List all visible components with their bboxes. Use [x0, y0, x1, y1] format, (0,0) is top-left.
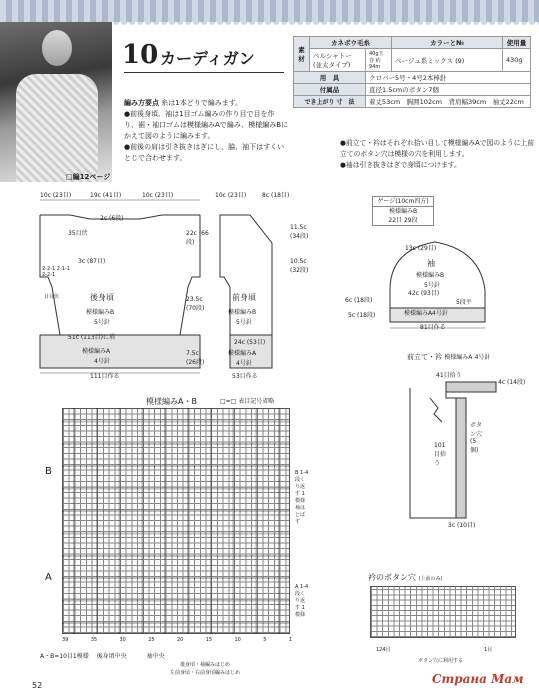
back-top-mid: 19c (41目) [90, 192, 122, 199]
photo-face [42, 30, 72, 66]
tools-value: クロバー5号・4号2本棒針 [366, 72, 531, 84]
top-decoration-band [0, 0, 539, 22]
back-needle: 5号針 [94, 319, 110, 326]
gauge-pattern: 模様編みB [388, 208, 418, 215]
chart-num: 39 [62, 637, 69, 643]
notions-label: 付属品 [294, 84, 366, 96]
placket-collar: 41目拾う [436, 372, 462, 379]
model-photo [0, 22, 112, 182]
front-top: 10c (23目) [215, 192, 247, 199]
sleeve-pattern: 模様編みB [416, 272, 445, 279]
back-pattern: 模様編みB [86, 309, 115, 316]
chart-footer-4: 後身頃・袖編みはじめ [180, 662, 231, 668]
chart-num: 5 [263, 637, 267, 643]
usage-header: 使用量 [503, 37, 531, 49]
chart-num: 20 [177, 637, 184, 643]
back-armhole: 3c (87目) [78, 258, 106, 265]
notes-heading: 編み方要点 [124, 99, 159, 107]
page-reference: □編12ページ [66, 173, 111, 181]
pattern-number: 10 [122, 40, 159, 70]
front-cast-on: 53目作る [232, 373, 258, 380]
color-value: ベージュ系ミックス (9) [392, 49, 503, 72]
materials-table [293, 36, 531, 108]
front-body-diagram [210, 185, 320, 380]
notes-line-2: ●前後身頃、袖は1目ゴム編みの作り目で目を作り、裾・袖口ゴムは模様編みAで編み、模様編みBにかえて図のように編みます。 [124, 110, 289, 140]
tools-label: 用 具 [294, 72, 366, 84]
yarn-name: ベルシャトー [313, 52, 352, 60]
materials-header-a: 素 [298, 46, 305, 54]
page-number: 52 [32, 681, 43, 690]
sleeve-hem-needle: 4号針 [432, 310, 448, 317]
placket-btn: ボタン穴 (5個) [470, 422, 483, 454]
buttonhole-sub: (上前のみ) [418, 576, 443, 582]
chart-num: 15 [205, 637, 213, 643]
chart-footer-5: 左前身頃・右前身頃編みはじめ [170, 670, 241, 676]
sleeve-h2: 5c (18段) [348, 312, 376, 319]
sleeve-h3: 5段平 [456, 299, 472, 306]
photo-cardigan [16, 74, 98, 182]
right-notes [340, 138, 536, 171]
chart-footer [40, 651, 165, 660]
notions-value: 直径1.5cmのボタン7個 [366, 84, 531, 96]
buttonhole-right-num: 1目 [484, 647, 493, 653]
front-hem-needle: 4号針 [236, 360, 252, 367]
chart-footer-1: A・B=10目1模様 [40, 653, 89, 660]
back-top-left: 10c (23目) [40, 192, 72, 199]
front-h4: 23.5c (70段) [186, 296, 205, 312]
buttonhole-note: ボタン穴に利用する [418, 658, 464, 664]
sleeve-cast-on: 81目作る [420, 324, 446, 331]
pattern-title: カーディガン [160, 49, 255, 68]
chart-num: 35 [90, 637, 98, 643]
back-width: 51c (113目)に増 [68, 334, 115, 341]
back-hem-needle: 4号針 [94, 358, 110, 365]
sleeve-top: 13c (29目) [405, 245, 437, 252]
front-neck: 8c (18目) [262, 192, 290, 199]
front-needle: 5号針 [236, 319, 252, 326]
chart-footer-2: 後身頃中央 [96, 653, 127, 660]
watermark: Страна Мам [432, 672, 524, 686]
back-name: 後身頃 [90, 293, 114, 302]
back-hem-pattern: 模様編みA [82, 348, 111, 355]
chart-label-b: B [45, 466, 52, 477]
instructions-notes [124, 98, 288, 164]
chart-num: 10 [234, 637, 241, 643]
back-shoulder: 35目伏 [68, 230, 88, 237]
front-hem-pattern: 模様編みA [228, 350, 257, 357]
stitch-chart-symbols [62, 408, 290, 634]
gauge-box [372, 196, 434, 226]
notes-line-1: 糸は1本どりで編みます。 [161, 99, 243, 107]
gauge-title: ゲージ(10cm四方) [373, 197, 433, 207]
size-label: でき上がり 寸 法 [294, 96, 366, 108]
placket-bottom: 3c (10目) [448, 522, 476, 529]
sleeve-hem-pattern: 模様編みA [404, 310, 433, 317]
placket-needle: 4号針 [474, 354, 491, 361]
sleeve-width: 42c (93目) [408, 290, 440, 297]
front-width: 24c (53目) [234, 339, 266, 346]
gauge-value: 22目 29段 [388, 217, 418, 224]
stitch-chart-legend: □=□ 表目記号省略 [220, 398, 275, 405]
yarn-type: (並太タイプ) [313, 61, 351, 69]
title-underline [124, 72, 284, 73]
placket-title-text: 前立て・衿 [407, 353, 442, 361]
placket-pick: 101目拾う [434, 442, 447, 467]
right-note-2: ●袖は引き抜きはぎで身頃につけます。 [340, 161, 461, 169]
color-header: カラーと№ [392, 37, 503, 49]
chart-num: 30 [119, 637, 126, 643]
materials-header-b: 材 [298, 55, 305, 63]
buttonhole-title [368, 572, 442, 583]
buttonhole-left-num: 124目 [376, 647, 391, 653]
chart-b-side: B 1-4段くり返す 1模様 袖はとばす [295, 470, 309, 525]
back-top-right: 10c (23目) [142, 192, 174, 199]
sleeve-name: 袖 [427, 259, 435, 268]
front-h2: 10.5c (32段) [290, 258, 309, 274]
back-bind: 目目伏 [44, 294, 60, 300]
right-note-1: ●前立て・衿はそれぞれ拾い目して模様編みAで図のように上前立てのボタン穴は模様の穴を利用します。 [340, 139, 535, 158]
yarn-spec: 40g玉巻 約94m [366, 49, 392, 72]
chart-bottom-numbers [62, 637, 292, 643]
chart-num: 1 [288, 637, 292, 643]
amount-value: 430g [503, 49, 531, 72]
front-h1: 11.5c (34段) [290, 224, 309, 240]
placket-title [407, 352, 490, 362]
back-neck-rows: 2c (6段) [100, 215, 124, 222]
buttonhole-grid [370, 586, 516, 638]
buttonhole-title-text: 衿のボタン穴 [368, 573, 416, 582]
stitch-chart-title: 模様編みA・B [146, 397, 197, 406]
back-cast-on: 111目作る [90, 373, 120, 380]
front-h5: 7.5c (26段) [186, 350, 205, 366]
chart-num: 25 [148, 637, 155, 643]
back-dec: 2-2-1 2-1-1 2-2-1 [42, 266, 70, 278]
placket-pattern: 模様編みA [444, 354, 473, 361]
notes-line-3: ●前後の肩は引き抜きはぎにし、脇、袖下はすくいとじで合わせます。 [124, 143, 285, 162]
yarn-brand: カネボウ毛糸 [310, 37, 392, 49]
sleeve-h1: 6c (18段) [345, 297, 373, 304]
front-pattern: 模様編みB [228, 309, 257, 316]
front-name: 前身頃 [232, 293, 256, 302]
sleeve-needle: 5号針 [424, 282, 440, 289]
chart-a-side: A 1-4段くり返す 1模様 [295, 584, 309, 618]
front-h3: 22c (66段) [186, 230, 209, 246]
size-value: 着丈53cm 胸囲102cm 背肩幅39cm 袖丈22cm [366, 96, 531, 108]
chart-label-a: A [45, 572, 52, 583]
chart-footer-3: 袖中央 [146, 653, 165, 660]
placket-collar-rows: 4c (14段) [498, 379, 526, 386]
